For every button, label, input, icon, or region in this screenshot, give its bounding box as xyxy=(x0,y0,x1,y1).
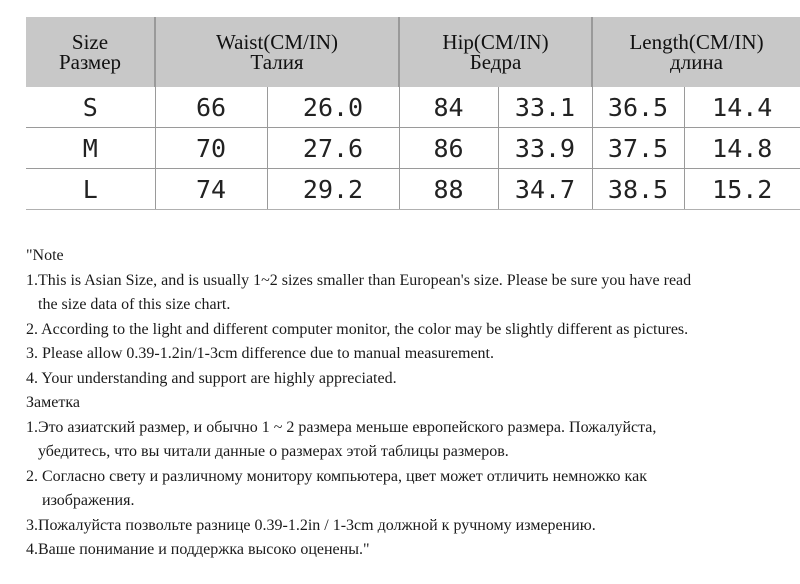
length-in-cell: 14.8 xyxy=(684,128,800,169)
table-row xyxy=(26,169,800,210)
notes-section xyxy=(26,244,796,563)
length-cm-cell: 37.5 xyxy=(592,128,684,169)
length-cm-cell: 38.5 xyxy=(592,169,684,210)
hip-in-cell: 33.1 xyxy=(498,87,592,128)
hip-cm-cell: 88 xyxy=(399,169,498,210)
waist-in-cell: 27.6 xyxy=(267,128,399,169)
note-en-3: 3. Please allow 0.39-1.2in/1-3cm difference due to manual measurement. xyxy=(26,345,494,362)
note-ru-title: Заметка xyxy=(26,394,80,411)
header-waist: Waist(CM/IN) Талия xyxy=(155,17,399,87)
size-cell: S xyxy=(26,87,155,128)
header-length: Length(CM/IN) длина xyxy=(592,17,800,87)
size-cell: M xyxy=(26,128,155,169)
size-table xyxy=(26,17,800,210)
waist-in-cell: 26.0 xyxy=(267,87,399,128)
size-cell: L xyxy=(26,169,155,210)
length-cm-cell: 36.5 xyxy=(592,87,684,128)
note-ru-4: 4.Ваше понимание и поддержка высоко оценены." xyxy=(26,541,370,558)
length-in-cell: 14.4 xyxy=(684,87,800,128)
table-row xyxy=(26,87,800,128)
hip-cm-cell: 86 xyxy=(399,128,498,169)
note-en-4: 4. Your understanding and support are highly appreciated. xyxy=(26,369,397,387)
note-en-1-cont: the size data of this size chart. xyxy=(38,296,231,313)
hip-in-cell: 34.7 xyxy=(498,169,592,210)
waist-cm-cell: 66 xyxy=(155,87,267,128)
waist-cm-cell: 70 xyxy=(155,128,267,169)
size-chart xyxy=(26,17,800,210)
note-title: "Note xyxy=(26,247,64,264)
note-ru-1: 1.Это азиатский размер, и обычно 1 ~ 2 размера меньше европейского размера. Пожалуйста, xyxy=(26,418,657,436)
note-ru-3: 3.Пожалуйста позвольте разнице 0.39-1.2in / 1-3cm должной к ручному измерению. xyxy=(26,516,596,534)
note-ru-1-cont: убедитесь, что вы читали данные о размерах этой таблицы размеров. xyxy=(38,443,509,460)
waist-in-cell: 29.2 xyxy=(267,169,399,210)
waist-cm-cell: 74 xyxy=(155,169,267,210)
hip-in-cell: 33.9 xyxy=(498,128,592,169)
header-row xyxy=(26,17,800,87)
table-row xyxy=(26,128,800,169)
length-in-cell: 15.2 xyxy=(684,169,800,210)
note-ru-2-cont: изображения. xyxy=(42,492,135,509)
header-hip: Hip(CM/IN) Бедра xyxy=(399,17,592,87)
note-en-1: 1.This is Asian Size, and is usually 1~2 sizes smaller than European's size. Please be sure you have read xyxy=(26,271,692,289)
note-ru-2: 2. Согласно свету и различному монитору компьютера, цвет может отличить немножко как xyxy=(26,467,647,485)
header-size: Size Размер xyxy=(26,17,155,87)
note-en-2: 2. According to the light and different computer monitor, the color may be slightly different as pictures. xyxy=(26,320,689,338)
hip-cm-cell: 84 xyxy=(399,87,498,128)
